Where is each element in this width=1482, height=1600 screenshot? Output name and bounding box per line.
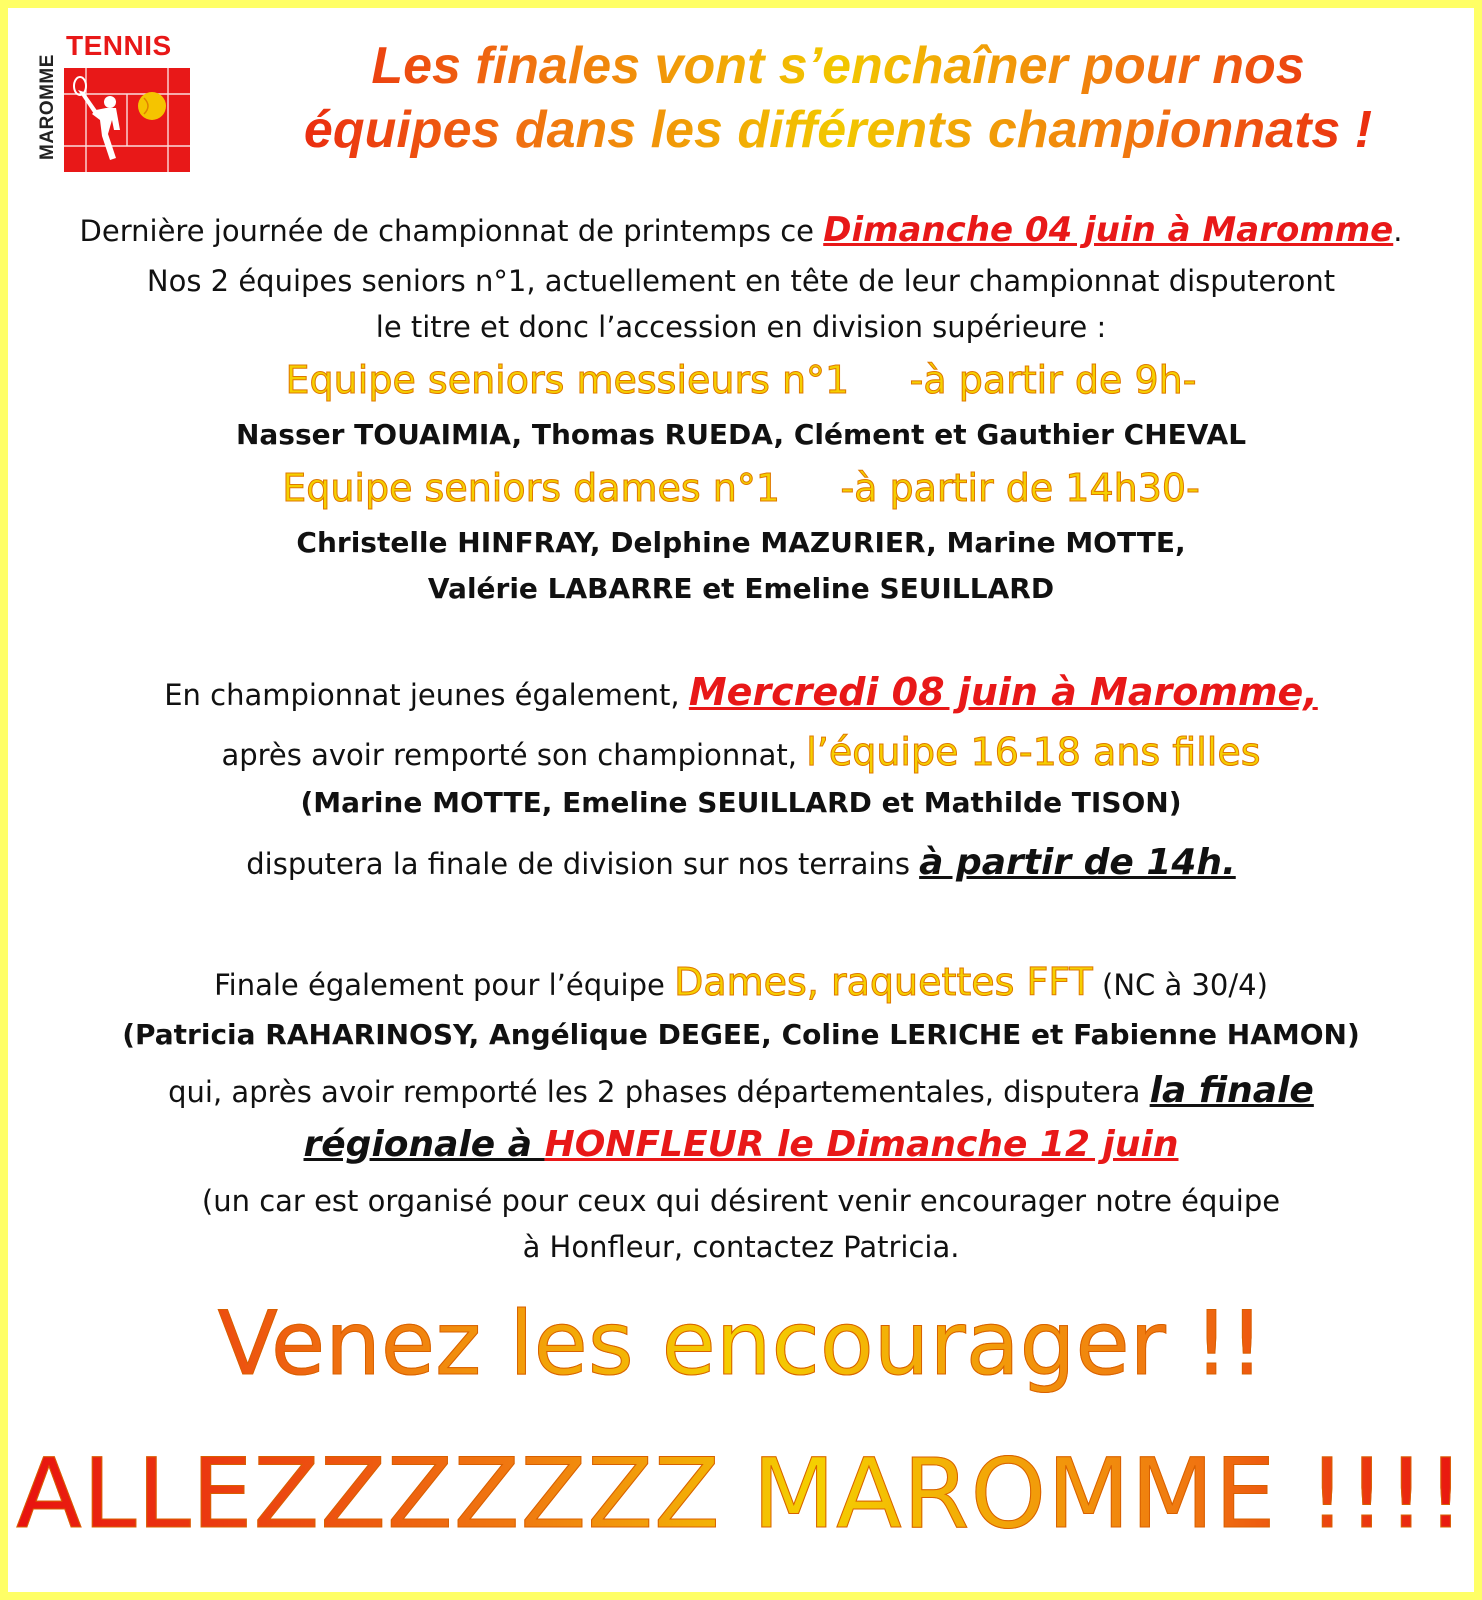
headline [208, 34, 1468, 162]
section3-note-1: (un car est organisé pour ceux qui désirent venir encourager notre équipe [201, 1184, 1281, 1218]
section2-line-4 [8, 842, 1474, 883]
closing-line-2: ALLEZZZZZZZ MAROMME !!!! [8, 1438, 1474, 1550]
section2-line-4-text: disputera la finale de division sur nos terrains [246, 847, 920, 881]
section3-intro-text: Finale également pour l’équipe [214, 968, 675, 1002]
section1-intro-text: Dernière journée de championnat de printemps ce [79, 214, 824, 248]
section1-intro [8, 210, 1474, 250]
team2-players-2: Valérie LABARRE et Emeline SEUILLARD [427, 572, 1055, 605]
team2-players-1: Christelle HINFRAY, Delphine MAZURIER, Marine MOTTE, [296, 526, 1186, 559]
section2-intro [8, 670, 1474, 714]
team1-title: Equipe seniors messieurs n°1 -à partir de 9h- [285, 358, 1197, 402]
section3-team: Dames, raquettes FFT [674, 960, 1093, 1004]
section2-intro-text: En championnat jeunes également, [164, 678, 689, 712]
section1-intro-end: . [1393, 214, 1403, 248]
logo-word: TENNIS [66, 30, 172, 61]
poster [8, 8, 1474, 1592]
section1-line-2: Nos 2 équipes seniors n°1, actuellement en tête de leur championnat disputeront [146, 264, 1336, 298]
section2-players: (Marine MOTTE, Emeline SEUILLARD et Mathilde TISON) [300, 786, 1182, 819]
section2-line-2 [8, 730, 1474, 774]
logo-side-label [36, 38, 60, 176]
team1-players: Nasser TOUAIMIA, Thomas RUEDA, Clément et Gauthier CHEVAL [235, 418, 1247, 451]
headline-line-2: équipes dans les différents championnats ! [303, 101, 1373, 159]
section1-date: Dimanche 04 juin à Maromme [823, 210, 1394, 250]
section2-line-2-text: après avoir remporté son championnat, [221, 738, 807, 772]
section3-line-4-black: régionale à [303, 1124, 545, 1165]
section3-note-2: à Honfleur, contactez Patricia. [522, 1230, 960, 1264]
logo-club-name: MAROMME [37, 54, 58, 160]
section3-line-3 [8, 1070, 1474, 1111]
section3-intro [8, 960, 1474, 1004]
section2-team: l’équipe 16-18 ans filles [806, 730, 1261, 774]
section3-level: (NC à 30/4) [1092, 968, 1268, 1002]
section2-date: Mercredi 08 juin à Maromme, [688, 670, 1318, 714]
section2-time: à partir de 14h. [919, 842, 1236, 883]
tennis-logo-icon [64, 68, 190, 172]
section3-line-4 [8, 1124, 1474, 1165]
headline-line-1: Les finales vont s’enchaîner pour nos [371, 37, 1305, 95]
section3-line-3-text: qui, après avoir remporté les 2 phases départementales, disputera [168, 1075, 1150, 1109]
team2-title: Equipe seniors dames n°1 -à partir de 14h30- [282, 466, 1200, 510]
section1-line-3: le titre et donc l’accession en division supérieure : [375, 310, 1107, 344]
closing-line-1: Venez les encourager !! [8, 1292, 1474, 1395]
section3-players: (Patricia RAHARINOSY, Angélique DEGEE, Coline LERICHE et Fabienne HAMON) [122, 1018, 1360, 1051]
section3-finale: la finale [1149, 1070, 1314, 1111]
section3-line-4-red: HONFLEUR le Dimanche 12 juin [544, 1124, 1179, 1165]
